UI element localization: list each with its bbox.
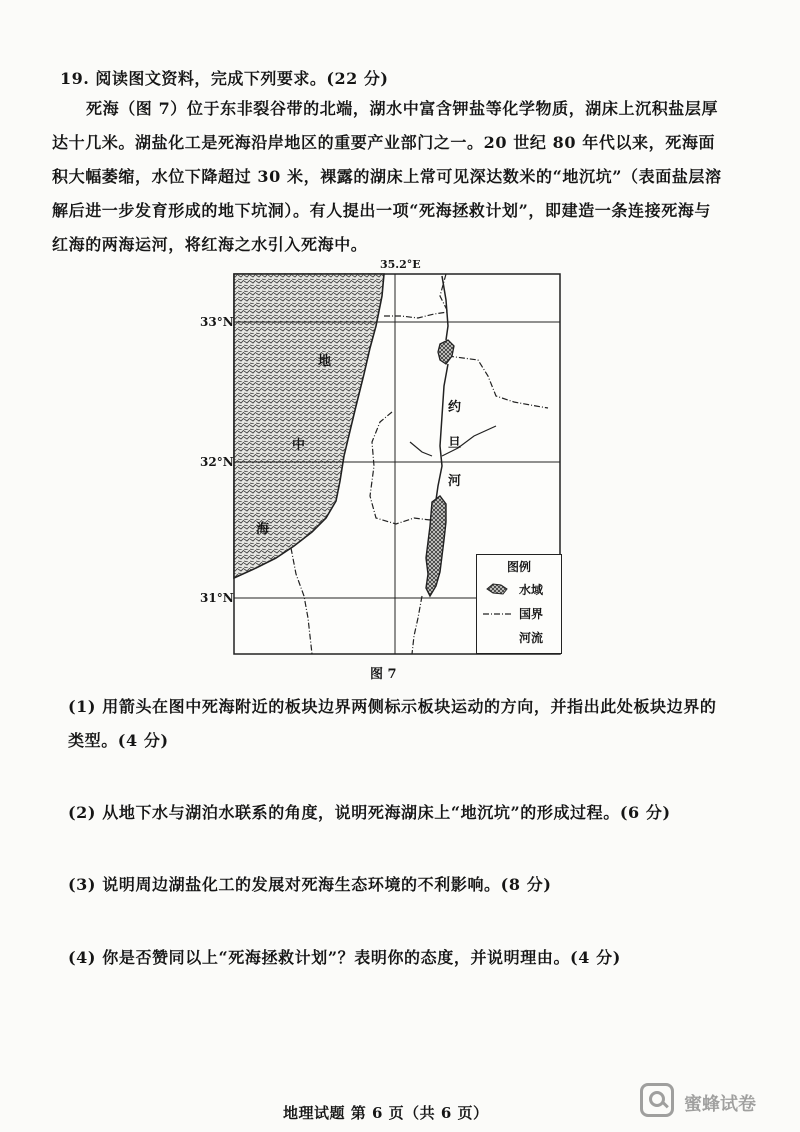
border-symbol-icon: [481, 605, 515, 621]
legend-title: 图例: [506, 560, 531, 574]
watermark-logo-icon: [640, 1083, 674, 1117]
legend-item-water: 水域: [519, 583, 544, 597]
sea-label-1: 地: [318, 354, 332, 369]
lat-label-31: 31°N: [200, 591, 234, 605]
lat-label-32: 32°N: [200, 455, 234, 469]
sea-label-2: 中: [292, 438, 306, 453]
river-label-1: 约: [448, 400, 462, 415]
page-footer: 地理试题 第 6 页（共 6 页）: [283, 1104, 489, 1122]
lat-label-33: 33°N: [200, 315, 234, 329]
map-legend: [476, 554, 562, 654]
legend-row-border: [481, 603, 559, 623]
sub-question-4: (4) 你是否赞同以上“死海拯救计划”？表明你的态度，并说明理由。(4 分): [68, 948, 621, 967]
sub-question-3: (3) 说明周边湖盐化工的发展对死海生态环境的不利影响。(8 分): [68, 875, 552, 894]
sub-question-2: (2) 从地下水与湖泊水联系的角度，说明死海湖床上“地沉坑”的形成过程。(6 分): [68, 803, 671, 822]
figure-7-map: [196, 256, 568, 660]
legend-row-river: [481, 627, 559, 647]
legend-item-border: 国界: [519, 607, 544, 621]
question-intro: 死海（图 7）位于东非裂谷带的北端，湖水中富含钾盐等化学物质，湖床上沉积盐层厚达十几米。湖盐化工是死海沿岸地区的重要产业部门之一。20 世纪 80 年代以来，死海面积大幅萎缩，水位下降超过 30 米，裸露的湖床上常可见深达数米的“地沉坑”（表面盐层溶解后进一步发育形成的地下坑洞）。有人提出一项“死海拯救计划”，即建造一条连接死海与红海的两海运河，将红海之水引入死海中。: [52, 99, 722, 254]
sub-question-1: (1) 用箭头在图中死海附近的板块边界两侧标示板块运动的方向，并指出此处板块边界的类型。(4 分): [68, 697, 717, 750]
watermark-text: 蜜蜂试卷: [684, 1094, 756, 1115]
legend-row-water: [481, 579, 559, 599]
question-heading: 19. 阅读图文资料，完成下列要求。(22 分): [60, 69, 389, 88]
legend-item-river: 河流: [519, 631, 544, 645]
watermark: [640, 1083, 780, 1119]
river-label-2: 旦: [448, 436, 462, 451]
lon-label: 35.2°E: [380, 258, 421, 271]
river-label-3: 河: [448, 474, 462, 489]
figure-caption: 图 7: [370, 667, 397, 682]
sea-label-3: 海: [256, 522, 270, 537]
water-symbol-icon: [481, 581, 515, 597]
